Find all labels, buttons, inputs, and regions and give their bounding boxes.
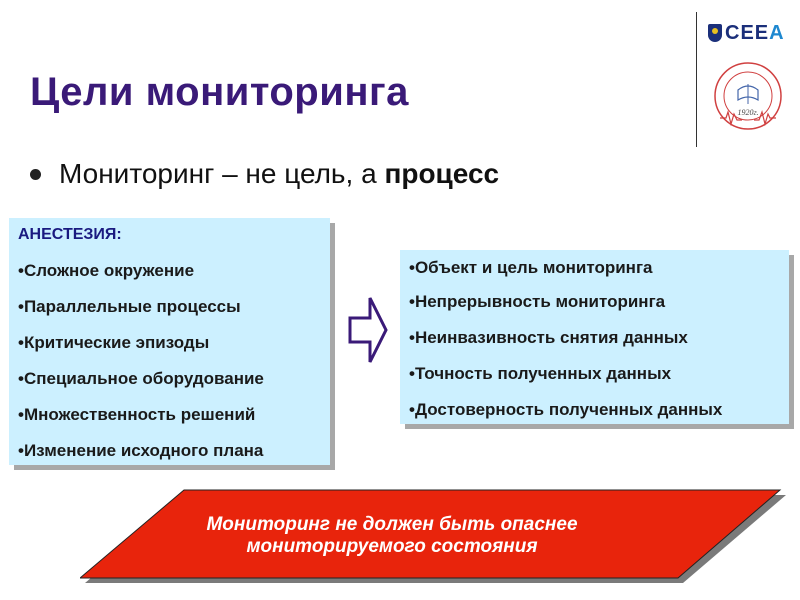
right-arrow-icon bbox=[348, 296, 388, 364]
bullet-dot-icon bbox=[30, 169, 41, 180]
conclusion-text bbox=[80, 514, 704, 558]
list-item: •Множественность решений bbox=[18, 405, 256, 424]
monitoring-requirements-box bbox=[400, 250, 789, 424]
conclusion-line-2: мониторируемого состояния bbox=[246, 536, 538, 557]
bullet-bold-text: процесс bbox=[384, 158, 500, 189]
conclusion-line-1: Мониторинг не должен быть опаснее bbox=[206, 514, 578, 535]
main-bullet bbox=[30, 158, 499, 190]
ceea-logo-prefix: CEE bbox=[725, 21, 770, 44]
list-item: •Критические эпизоды bbox=[18, 333, 210, 352]
header-divider bbox=[696, 12, 697, 147]
list-item: •Точность полученных данных bbox=[409, 364, 672, 383]
seal-year: 1920г. bbox=[737, 108, 759, 117]
list-item: •Непрерывность мониторинга bbox=[409, 292, 666, 311]
slide-title: Цели мониторинга bbox=[30, 70, 409, 114]
ceea-logo bbox=[708, 22, 785, 44]
list-item: •Неинвазивность снятия данных bbox=[409, 328, 688, 347]
ceea-logo-suffix: A bbox=[769, 21, 785, 44]
list-item: •Сложное окружение bbox=[18, 261, 195, 280]
university-seal-icon bbox=[712, 60, 784, 132]
list-item: •Достоверность полученных данных bbox=[409, 400, 723, 419]
list-item: •Изменение исходного плана bbox=[18, 441, 264, 460]
list-item: •Специальное оборудование bbox=[18, 369, 264, 388]
bullet-text: Мониторинг – не цель, а bbox=[59, 158, 385, 189]
list-item: •Объект и цель мониторинга bbox=[409, 258, 653, 277]
list-item: •Параллельные процессы bbox=[18, 297, 241, 316]
anesthesia-box bbox=[9, 218, 330, 465]
anesthesia-heading: АНЕСТЕЗИЯ: bbox=[18, 226, 122, 243]
ceea-emblem-icon bbox=[708, 24, 722, 42]
